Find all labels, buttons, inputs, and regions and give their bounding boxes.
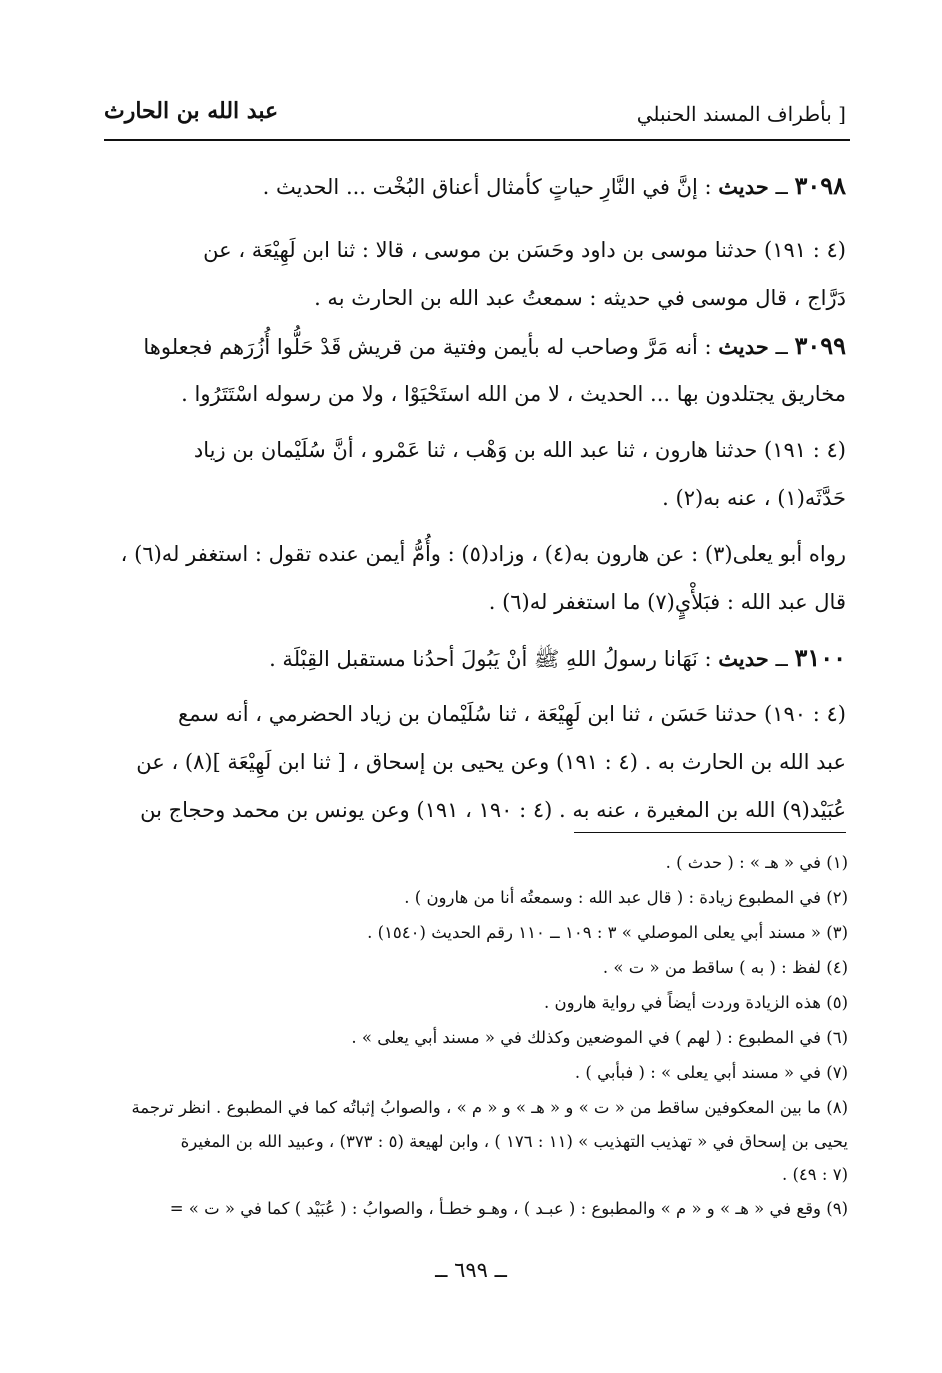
footnote-8-continuation: (٧ : ٤٩) . (781, 1165, 848, 1184)
footnote-divider (574, 832, 846, 833)
entry-heading: ٣٠٩٨ ــ حديث : إنَّ في النَّارِ حياتٍ كأمثال أعناق البُخْت ... الحديث . (262, 171, 846, 200)
entry-number: ٣٠٩٩ (794, 331, 846, 360)
text-line: حَدَّثَه(١) ، عنه به(٢) . (662, 486, 846, 510)
entry-number: ٣١٠٠ (794, 643, 846, 672)
hadith-entry-3099 (104, 322, 846, 418)
entry-heading: ٣٠٩٩ ــ حديث : أنه مَرَّ وصاحب له بأيمن وفتية من قريش قَدْ حَلُّوا أُزُرَهم فجعلوها (143, 331, 846, 360)
entry-keyword: حديث (718, 174, 769, 199)
text-line: قال عبد الله : فبَلأْيٍ(٧) ما استغفر له(٦) . (488, 590, 846, 614)
chapter-title: عبد الله بن الحارث (104, 98, 279, 124)
text-line: مخاريق يجتلدون بها ... الحديث ، لا من الله استَحْيَوْا ، ولا من رسوله اسْتَتَرُوا . (181, 382, 846, 406)
entry-heading: ٣١٠٠ ــ حديث : نَهَانا رسولُ اللهِ ﷺ أنْ يَبُولَ أحدُنا مستقبل القِبْلَة . (269, 643, 846, 672)
footnote-7: (٧) في « مسند أبي يعلى » : ( فبأبي ) . (574, 1063, 848, 1082)
text-line: عبد الله بن الحارث به . (٤ : ١٩١) وعن يحيى بن إسحاق ، [ ثنا ابن لَهِيْعَة ](٨) ، عن (136, 750, 846, 774)
running-header (104, 98, 846, 138)
text-line: (٤ : ١٩١) حدثنا هارون ، ثنا عبد الله بن وَهْب ، ثنا عَمْرو ، أنَّ سُلَيْمان بن زياد (193, 438, 846, 462)
page-number: ــ ٦٩٩ ــ (435, 1258, 507, 1282)
entry-number: ٣٠٩٨ (794, 171, 846, 200)
hadith-entry-3100 (104, 634, 846, 682)
text-line: عُبَيْد(٩) الله بن المغيرة ، عنه به . (٤ : ١٩٠ ، ١٩١) وعن يونس بن محمد وحجاج بن (140, 798, 846, 822)
book-title: بأطراف المسند الحنبلي ] (636, 102, 846, 126)
footnote-4: (٤) لفظ : ( به ) ساقط من « ت » . (602, 958, 848, 977)
hadith-entry-3099-isnad (104, 426, 846, 522)
footnotes (100, 845, 848, 1226)
footnote-5: (٥) هذه الزيادة وردت أيضاً في رواية هارون . (544, 993, 848, 1012)
footnote-1: (١) في « هـ » : ( حدث ) . (665, 853, 848, 872)
entry-keyword: حديث (718, 646, 769, 671)
text-line: (٤ : ١٩١) حدثنا موسى بن داود وحَسَن بن موسى ، قالا : ثنا ابن لَهِيْعَة ، عن (203, 238, 846, 262)
hadith-entry-3098 (104, 162, 846, 210)
footnote-8-continuation: يحيى بن إسحاق في « تهذيب التهذيب » (١١ : ١٧٦ ) ، وابن لهيعة (٥ : ٣٧٣) ، وعبيد الله بن المغيرة (180, 1132, 848, 1151)
text-line: (٤ : ١٩٠) حدثنا حَسَن ، ثنا ابن لَهِيْعَة ، ثنا سُلَيْمان بن زياد الحضرمي ، أنه سمع (178, 702, 846, 726)
footnote-9: (٩) وقع في « هـ » و « م » والمطبوع : ( عبـد ) ، وهـو خطـأ ، والصوابُ : ( عُبَيْد ) كما في « ت » = (169, 1199, 848, 1218)
footnote-8: (٨) ما بين المعكوفين ساقط من « ت » و « هـ » و « م » ، والصوابُ إثباتُه كما في المطبوع . انظر ترجمة (131, 1098, 848, 1117)
footnote-2: (٢) في المطبوع زيادة : ( قال عبد الله : وسمعتُه أنا من هارون ) . (404, 888, 848, 907)
text-line: دَرَّاج ، قال موسى في حديثه : سمعتُ عبد الله بن الحارث به . (314, 286, 846, 310)
hadith-entry-3098-isnad (104, 226, 846, 322)
hadith-entry-3099-narration (104, 530, 846, 626)
footnote-6: (٦) في المطبوع : ( لهم ) في الموضعين وكذلك في « مسند أبي يعلى » . (351, 1028, 848, 1047)
hadith-entry-3100-isnad (104, 690, 846, 834)
footnote-3: (٣) « مسند أبي يعلى الموصلي » ٣ : ١٠٩ ــ ١١٠ رقم الحديث (١٥٤٠) . (367, 923, 848, 942)
entry-keyword: حديث (718, 334, 769, 359)
text-line: رواه أبو يعلى(٣) : عن هارون به(٤) ، وزاد(٥) : وأُمُّ أيمن عنده تقول : استغفر له(٦) ، (120, 542, 846, 566)
header-divider (104, 139, 850, 141)
